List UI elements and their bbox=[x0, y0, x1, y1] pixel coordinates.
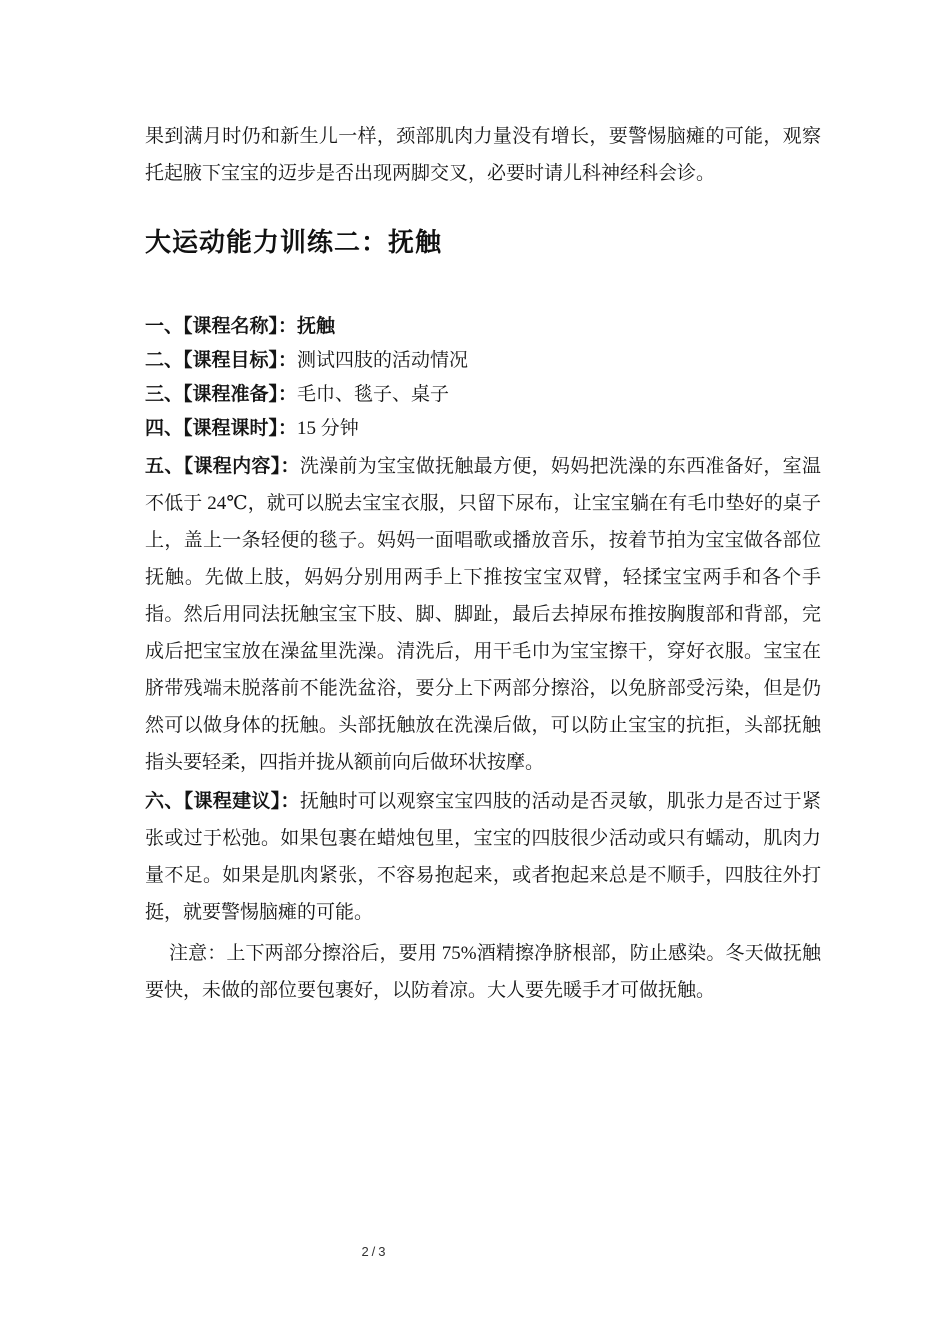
course-item-goal bbox=[145, 344, 821, 378]
course-list bbox=[145, 310, 821, 1009]
course-item-duration-label: 四、【课程课时】： bbox=[145, 418, 298, 439]
section-heading: 大运动能力训练二：抚触 bbox=[145, 228, 443, 257]
course-item-advice-label: 六、【课程建议】： bbox=[145, 791, 300, 812]
course-item-advice-value: 抚触时可以观察宝宝四肢的活动是否灵敏，肌张力是否过于紧张或过于松弛。如果包裹在蜡烛包里，宝宝的四肢很少活动或只有蠕动，肌肉力量不足。如果是肌肉紧张，不容易抱起来，或者抱起来总是不顺手，四肢往外打挺，就要警惕脑瘫的可能。 bbox=[145, 791, 821, 923]
course-item-content-label: 五、【课程内容】： bbox=[145, 456, 300, 477]
page-number-indicator: 2/3 bbox=[361, 1244, 389, 1259]
course-item-goal-label: 二、【课程目标】： bbox=[145, 350, 298, 371]
course-item-content-value: 洗澡前为宝宝做抚触最方便，妈妈把洗澡的东西准备好，室温不低于 24℃，就可以脱去宝宝衣服，只留下尿布，让宝宝躺在有毛巾垫好的桌子上，盖上一条轻便的毯子。妈妈一面唱歌或播放音乐，按着节拍为宝宝做各部位抚触。先做上肢，妈妈分别用两手上下推按宝宝双臂，轻揉宝宝两手和各个手指。然后用同法抚触宝宝下肢、脚、脚趾，最后去掉尿布推按胸腹部和背部，完成后把宝宝放在澡盆里洗澡。清洗后，用干毛巾为宝宝擦干，穿好衣服。宝宝在脐带残端未脱落前不能洗盆浴，要分上下两部分擦浴，以免脐部受污染，但是仍然可以做身体的抚触。头部抚触放在洗澡后做，可以防止宝宝的抗拒，头部抚触指头要轻柔，四指并拢从额前向后做环状按摩。 bbox=[145, 456, 821, 773]
course-item-preparation-label: 三、【课程准备】： bbox=[145, 384, 298, 405]
document-content bbox=[145, 118, 821, 1009]
course-item-preparation-value: 毛巾、毯子、桌子 bbox=[297, 384, 450, 405]
course-item-duration-value: 15 分钟 bbox=[297, 418, 359, 439]
course-item-advice bbox=[145, 783, 821, 931]
course-item-goal-value: 测试四肢的活动情况 bbox=[297, 350, 469, 371]
course-item-name-value: 抚触 bbox=[297, 316, 336, 337]
note-paragraph: 注意：上下两部分擦浴后，要用 75%酒精擦净脐根部，防止感染。冬天做抚触要快，未做的部位要包裹好，以防着凉。大人要先暖手才可做抚触。 bbox=[145, 943, 821, 1001]
course-item-duration bbox=[145, 412, 821, 446]
course-item-name bbox=[145, 310, 821, 344]
course-item-content bbox=[145, 448, 821, 781]
intro-paragraph: 果到满月时仍和新生儿一样，颈部肌肉力量没有增长，要警惕脑瘫的可能，观察托起腋下宝宝的迈步是否出现两脚交叉，必要时请儿科神经科会诊。 bbox=[145, 126, 821, 184]
course-item-name-label: 一、【课程名称】： bbox=[145, 316, 298, 337]
course-item-preparation bbox=[145, 378, 821, 412]
